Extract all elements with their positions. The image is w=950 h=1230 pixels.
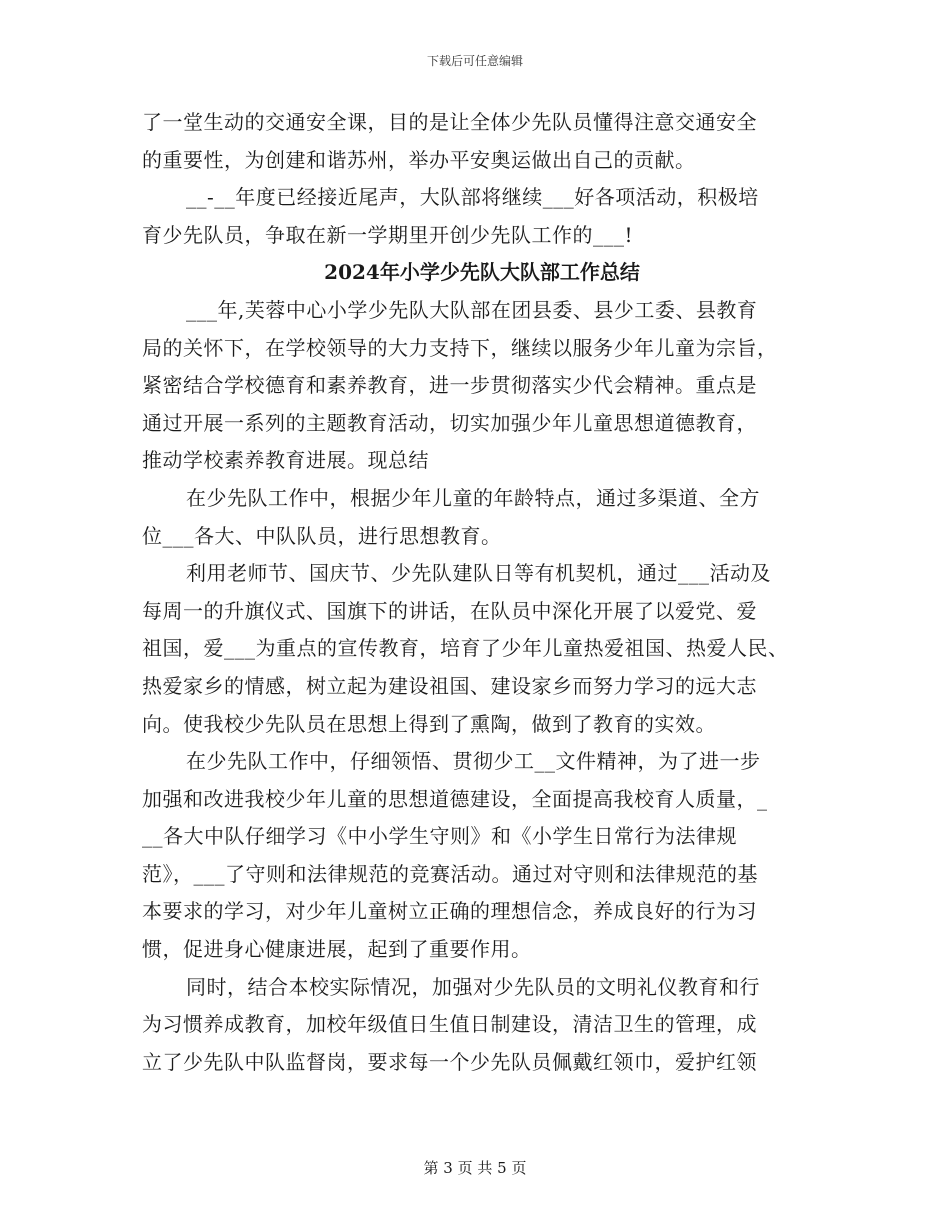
text-line: 本要求的学习，对少年儿童树立正确的理想信念，养成良好的行为习 bbox=[142, 899, 757, 924]
text-line: 利用老师节、国庆节、少先队建队日等有机契机，通过___活动及 bbox=[186, 561, 771, 586]
text-line: 同时，结合本校实际情况，加强对少先队员的文明礼仪教育和行 bbox=[186, 974, 760, 999]
text-line: 范》，___了守则和法律规范的竞赛活动。通过对守则和法律规范的基 bbox=[142, 861, 758, 886]
text-line: 加强和改进我校少年儿童的思想道德建设，全面提高我校育人质量，_ bbox=[142, 786, 768, 811]
text-line: 的重要性，为创建和谐苏州，举办平安奥运做出自己的贡献。 bbox=[142, 147, 696, 172]
text-line: 在少先队工作中，根据少年儿童的年龄特点，通过多渠道、全方 bbox=[186, 485, 760, 510]
header-note: 下载后可任意编辑 bbox=[426, 54, 523, 68]
text-line: 推动学校素养教育进展。现总结 bbox=[142, 448, 429, 473]
document-body bbox=[142, 104, 822, 1081]
text-line: __各大中队仔细学习《中小学生守则》和《小学生日常行为法律规 bbox=[142, 824, 737, 849]
section-title: 2024年小学少先队大队部工作总结 bbox=[324, 260, 640, 285]
text-line: 立了少先队中队监督岗，要求每一个少先队员佩戴红领巾，爱护红领 bbox=[142, 1049, 757, 1074]
text-line: __-__年度已经接近尾声，大队部将继续___好各项活动，积极培 bbox=[186, 185, 759, 210]
text-line: 通过开展一系列的主题教育活动，切实加强少年儿童思想道德教育， bbox=[142, 410, 757, 435]
text-line: 热爱家乡的情感，树立起为建设祖国、建设家乡而努力学习的远大志 bbox=[142, 673, 757, 698]
text-line: 了一堂生动的交通安全课，目的是让全体少先队员懂得注意交通安全 bbox=[142, 110, 757, 134]
text-line: 位___各大、中队队员，进行思想教育。 bbox=[142, 523, 502, 548]
text-line: 祖国，爱___为重点的宣传教育，培育了少年儿童热爱祖国、热爱人民、 bbox=[142, 636, 789, 661]
text-line: 向。使我校少先队员在思想上得到了熏陶，做到了教育的实效。 bbox=[142, 711, 716, 736]
text-line: 紧密结合学校德育和素养教育，进一步贯彻落实少代会精神。重点是 bbox=[142, 373, 757, 398]
text-line: 育少先队员，争取在新一学期里开创少先队工作的___! bbox=[142, 222, 634, 247]
page-number: 第 3 页 共 5 页 bbox=[423, 1159, 527, 1177]
text-line: ___年,芙蓉中心小学少先队大队部在团县委、县少工委、县教育 bbox=[186, 297, 758, 322]
text-line: 在少先队工作中，仔细领悟、贯彻少工__文件精神，为了进一步 bbox=[186, 749, 761, 774]
text-line: 为习惯养成教育，加校年级值日生值日制建设，清洁卫生的管理，成 bbox=[142, 1012, 757, 1037]
text-line: 每周一的升旗仪式、国旗下的讲话，在队员中深化开展了以爱党、爱 bbox=[142, 598, 757, 623]
text-line: 惯，促进身心健康进展，起到了重要作用。 bbox=[142, 937, 532, 962]
text-line: 局的关怀下，在学校领导的大力支持下，继续以服务少年儿童为宗旨， bbox=[142, 335, 778, 360]
